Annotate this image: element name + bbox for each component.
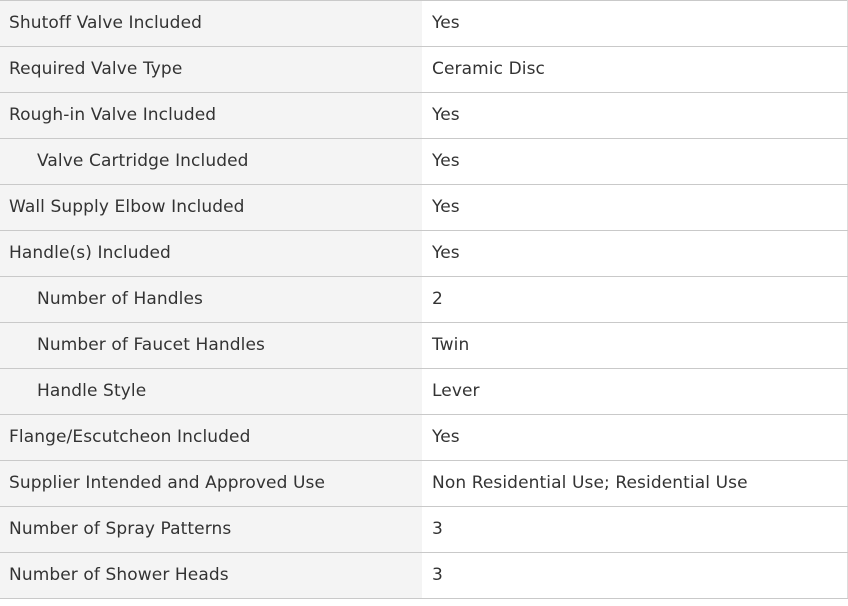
- spec-label: Number of Spray Patterns: [0, 507, 422, 553]
- spec-value: Yes: [422, 1, 847, 47]
- spec-value: 3: [422, 553, 847, 599]
- spec-value: Twin: [422, 323, 847, 369]
- spec-row-required-valve-type: [0, 47, 847, 93]
- spec-row-handle-style: [0, 369, 847, 415]
- spec-value: Yes: [422, 185, 847, 231]
- spec-sub-label: Number of Faucet Handles: [0, 323, 422, 369]
- spec-value: Yes: [422, 415, 847, 461]
- spec-label: Rough-in Valve Included: [0, 93, 422, 139]
- spec-row-flange-escutcheon: [0, 415, 847, 461]
- spec-label: Number of Shower Heads: [0, 553, 422, 599]
- spec-sub-label: Valve Cartridge Included: [0, 139, 422, 185]
- spec-label: Flange/Escutcheon Included: [0, 415, 422, 461]
- spec-row-number-of-handles: [0, 277, 847, 323]
- spec-value: Yes: [422, 93, 847, 139]
- spec-label: Required Valve Type: [0, 47, 422, 93]
- spec-value: Lever: [422, 369, 847, 415]
- spec-row-shutoff-valve: [0, 1, 847, 47]
- spec-label: Wall Supply Elbow Included: [0, 185, 422, 231]
- spec-row-approved-use: [0, 461, 847, 507]
- spec-label: Shutoff Valve Included: [0, 1, 422, 47]
- spec-row-wall-supply-elbow: [0, 185, 847, 231]
- spec-value: Ceramic Disc: [422, 47, 847, 93]
- spec-value: 2: [422, 277, 847, 323]
- spec-value: Yes: [422, 231, 847, 277]
- spec-value: 3: [422, 507, 847, 553]
- spec-row-shower-heads: [0, 553, 847, 599]
- spec-label: Supplier Intended and Approved Use: [0, 461, 422, 507]
- spec-sub-label: Number of Handles: [0, 277, 422, 323]
- spec-row-spray-patterns: [0, 507, 847, 553]
- spec-label: Handle(s) Included: [0, 231, 422, 277]
- spec-value: Non Residential Use; Residential Use: [422, 461, 847, 507]
- spec-row-faucet-handles: [0, 323, 847, 369]
- spec-row-valve-cartridge: [0, 139, 847, 185]
- specifications-body: [0, 1, 847, 599]
- spec-value: Yes: [422, 139, 847, 185]
- spec-sub-label: Handle Style: [0, 369, 422, 415]
- spec-row-handles-included: [0, 231, 847, 277]
- spec-row-rough-in-valve: [0, 93, 847, 139]
